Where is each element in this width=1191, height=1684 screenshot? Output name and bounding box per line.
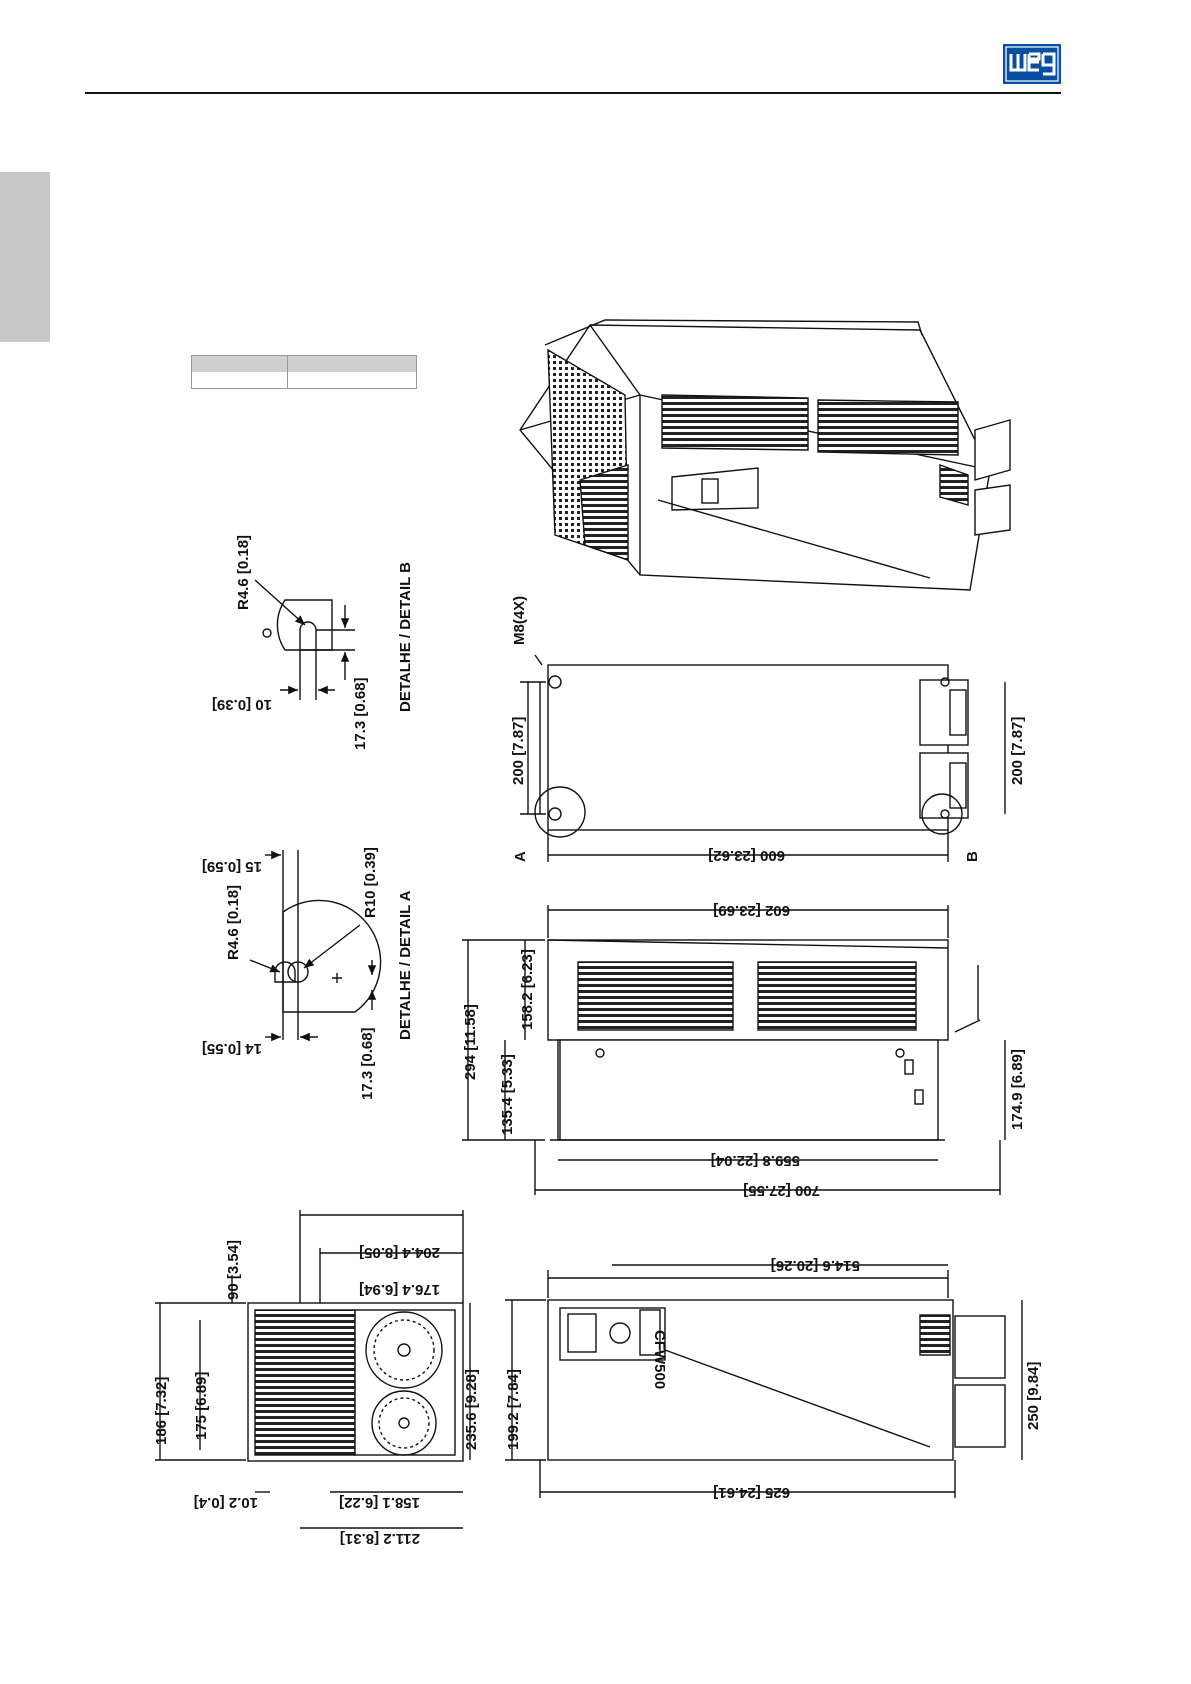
dim-158-2: 158.2 [6.23] [519, 949, 536, 1030]
dim-250: 250 [9.84] [1025, 1361, 1042, 1430]
dim-700: 700 [27.55] [743, 1182, 820, 1199]
dim-235-6: 235.6 [9.28] [463, 1369, 480, 1450]
dim-174-9: 174.9 [6.89] [1009, 1049, 1026, 1130]
dim-r4-6-b: R4.6 [0.18] [235, 534, 252, 610]
dim-14: 14 [0.55] [201, 1040, 262, 1057]
dim-r10: R10 [0.39] [362, 847, 379, 918]
label-b: B [964, 851, 981, 862]
dim-200-right: 200 [7.87] [1009, 716, 1026, 785]
dim-559-8: 559.8 [22.04] [710, 1152, 800, 1169]
dim-135-4: 135.4 [5.33] [499, 1054, 516, 1135]
detail-b [255, 580, 355, 700]
dim-r4-6-a: R4.6 [0.18] [225, 884, 242, 960]
detail-a [250, 850, 381, 1040]
dim-10-2: 10.2 [0.4] [193, 1494, 258, 1511]
dim-204-4: 204.4 [8.05] [359, 1244, 440, 1261]
dim-10: 10 [0.39] [211, 696, 272, 713]
dim-m8: M8(4X) [511, 595, 528, 645]
dim-514-6: 514.6 [20.26] [770, 1257, 860, 1274]
dim-90: 90 [3.54] [225, 1239, 242, 1300]
side-view [462, 905, 1005, 1195]
front-view [505, 1265, 1022, 1498]
label-a: A [512, 851, 529, 862]
dim-158-1: 158.1 [6.22] [339, 1494, 420, 1511]
dim-176-4: 176.4 [6.94] [359, 1281, 440, 1298]
dim-200-left: 200 [7.87] [510, 716, 527, 785]
dim-294: 294 [11.58] [462, 1004, 479, 1080]
detail-b-title: DETALHE / DETAIL B [397, 562, 414, 712]
detail-a-title: DETALHE / DETAIL A [397, 890, 414, 1040]
product-name: CFW500 [651, 1330, 668, 1390]
dim-625: 625 [24.61] [713, 1484, 790, 1501]
dim-17-3-b: 17.3 [0.68] [352, 677, 369, 750]
dim-186: 186 [7.32] [153, 1376, 170, 1445]
dim-17-3-a: 17.3 [0.68] [359, 1027, 376, 1100]
dim-199-2: 199.2 [7.84] [505, 1369, 522, 1450]
rear-view [520, 655, 1005, 862]
dim-175: 175 [6.89] [193, 1371, 210, 1440]
dim-602: 602 [23.69] [713, 902, 790, 919]
dim-211-2: 211.2 [8.31] [339, 1530, 420, 1547]
dim-600: 600 [23.62] [708, 847, 785, 864]
isometric-view [520, 320, 1010, 590]
dim-15: 15 [0.59] [201, 858, 262, 875]
